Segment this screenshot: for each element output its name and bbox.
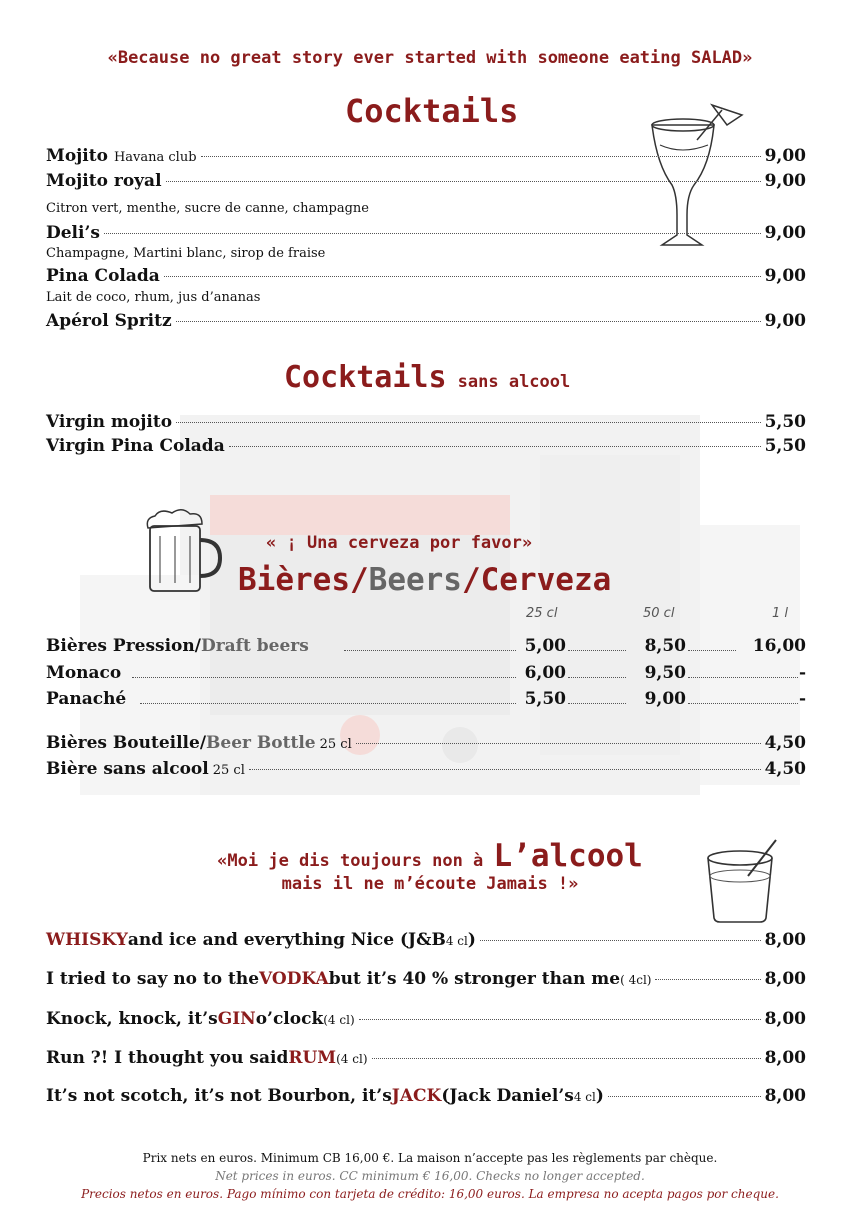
dot-leader (176, 321, 761, 322)
beer-row-monaco: Monaco 6,00 9,50 - (46, 663, 806, 683)
spirit-row-rum: Run ?! I thought you said RUM (4 cl) 8,00 (46, 1048, 806, 1068)
beer-row-draft: Bières Pression/Draft beers 5,00 8,50 16,00 (46, 636, 806, 656)
beer-row-panache: Panaché 5,50 9,00 - (46, 689, 806, 709)
menu-item-mojito-royal: Mojito royal 9,00 (46, 171, 806, 191)
column-header: 1 l (772, 606, 789, 621)
dot-leader (229, 446, 761, 447)
spirit-row-jack: It’s not scotch, it’s not Bourbon, it’s JACK (Jack Daniel’s 4 cl ) 8,00 (46, 1086, 806, 1106)
footer-note-es: Precios netos en euros. Pago mínimo con tarjeta de crédito: 16,00 euros. La empresa no acepta pagos por cheque. (81, 1187, 779, 1201)
footer-note-fr: Prix nets en euros. Minimum CB 16,00 €. La maison n’accepte pas les règlements par chèque. (142, 1151, 718, 1165)
column-header: 50 cl (643, 606, 675, 621)
item-description: Lait de coco, rhum, jus d’ananas (46, 290, 261, 305)
dot-leader (480, 940, 761, 941)
dot-leader (201, 156, 761, 157)
beers-quote: « ¡ Una cerveza por favor» (266, 533, 533, 553)
beer-row-bottle: Bières Bouteille/ Beer Bottle 25 cl 4,50 (46, 733, 806, 753)
dot-leader (166, 181, 761, 182)
spirit-row-whisky: WHISKY and ice and everything Nice (J&B 4 cl ) 8,00 (46, 930, 806, 950)
dot-leader (359, 1019, 761, 1020)
spirit-row-vodka: I tried to say no to the VODKA but it’s 40 % stronger than me ( 4cl) 8,00 (46, 969, 806, 989)
menu-item-aperol-spritz: Apérol Spritz 9,00 (46, 311, 806, 331)
beer-mug-icon (140, 508, 225, 598)
dot-leader (356, 743, 761, 744)
whisky-glass-icon (698, 836, 788, 926)
beer-row-alcohol-free: Bière sans alcool 25 cl 4,50 (46, 759, 806, 779)
cocktails-title: Cocktails (345, 92, 519, 130)
menu-item-virgin-pina-colada: Virgin Pina Colada 5,50 (46, 436, 806, 456)
dot-leader (655, 979, 760, 980)
column-header: 25 cl (526, 606, 558, 621)
footer-note-en: Net prices in euros. CC minimum € 16,00. Checks no longer accepted. (215, 1169, 645, 1183)
dot-leader (164, 276, 761, 277)
spirit-row-gin: Knock, knock, it’s GIN o’clock (4 cl) 8,00 (46, 1009, 806, 1029)
dot-leader (176, 422, 761, 423)
menu-item-delis: Deli’s 9,00 (46, 223, 806, 243)
mocktails-title: Cocktails sans alcool (284, 360, 571, 395)
menu-item-mojito: Mojito Havana club 9,00 (46, 146, 806, 166)
item-description: Citron vert, menthe, sucre de canne, champagne (46, 201, 370, 216)
beers-title: Bières/Beers/Cerveza (238, 562, 612, 598)
menu-item-virgin-mojito: Virgin mojito 5,50 (46, 412, 806, 432)
spirits-quote: «Moi je dis toujours non à L’alcool mais il ne m’écoute Jamais !» (217, 838, 643, 894)
dot-leader (608, 1096, 761, 1097)
item-description: Champagne, Martini blanc, sirop de fraise (46, 246, 326, 261)
menu-item-pina-colada: Pina Colada 9,00 (46, 266, 806, 286)
dot-leader (249, 769, 761, 770)
dot-leader (104, 233, 761, 234)
tagline: «Because no great story ever started with someone eating SALAD» (107, 48, 753, 68)
dot-leader (372, 1058, 761, 1059)
